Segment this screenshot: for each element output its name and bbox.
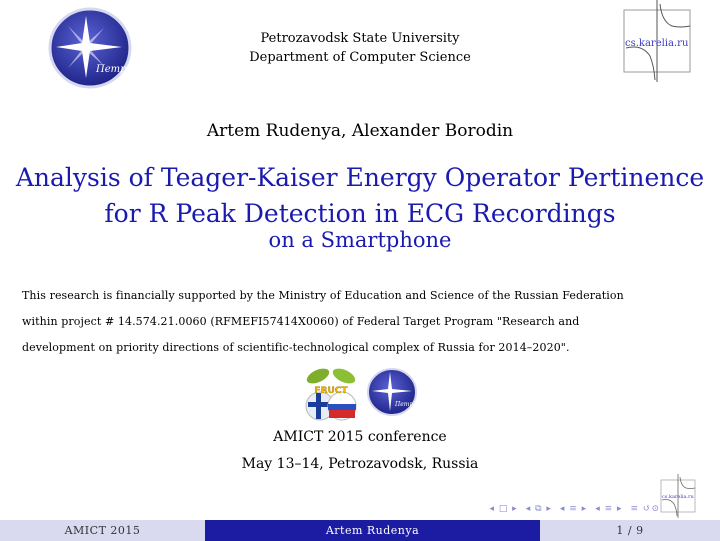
navigation-controls[interactable] [489,504,660,514]
conference-name: AMICT 2015 conference [273,429,447,445]
fruct-logo [302,366,360,422]
nav-search-icon[interactable]: ≡ ↺⊙ [630,504,660,514]
logo-text: ПетрГУ [96,64,141,75]
support-line-3: development on priority directions of scientific-technological complex of Russia for 2014–2020". [22,341,570,354]
corner-logo-text: cs.karelia.ru [662,494,694,500]
conference-date-place: May 13–14, Petrozavodsk, Russia [241,456,479,472]
nav-subsection-icon[interactable]: ◂ ⧉ ▸ [525,504,552,514]
small-logo-text: ПетрГУ [395,401,422,408]
authors: Artem Rudenya, Alexander Borodin [206,121,514,141]
footer-page-number: 1 / 9 [540,520,720,541]
conference-university-logo [366,367,422,417]
footer-author: Artem Rudenya [205,520,540,541]
site-logo-text: cs.karelia.ru [625,38,689,49]
footer-bar [0,520,720,541]
support-line-2: within project # 14.574.21.0060 (RFMEFI57414X0060) of Federal Target Program "Research and [22,315,580,328]
footer-conference: AMICT 2015 [0,520,205,541]
nav-section-icon[interactable]: ◂ ≡ ▸ [559,504,588,514]
nav-frame-prev-icon[interactable]: ◂ □ ▸ [489,504,518,514]
title-line-1: Analysis of Teager-Kaiser Energy Operator Pertinence [15,163,705,192]
fruct-logo-text: FRUCT [314,386,348,396]
corner-site-logo [660,474,700,518]
nav-doc-icon[interactable]: ◂ ≡ ▸ [595,504,623,514]
university-name: Petrozavodsk State University [260,31,460,46]
support-line-1: This research is financially supported by the Ministry of Education and Science of the Russian Federation [22,289,624,302]
title-line-3: on a Smartphone [268,228,452,252]
title-line-2: for R Peak Detection in ECG Recordings [104,199,616,228]
department-name: Department of Computer Science [249,50,471,65]
